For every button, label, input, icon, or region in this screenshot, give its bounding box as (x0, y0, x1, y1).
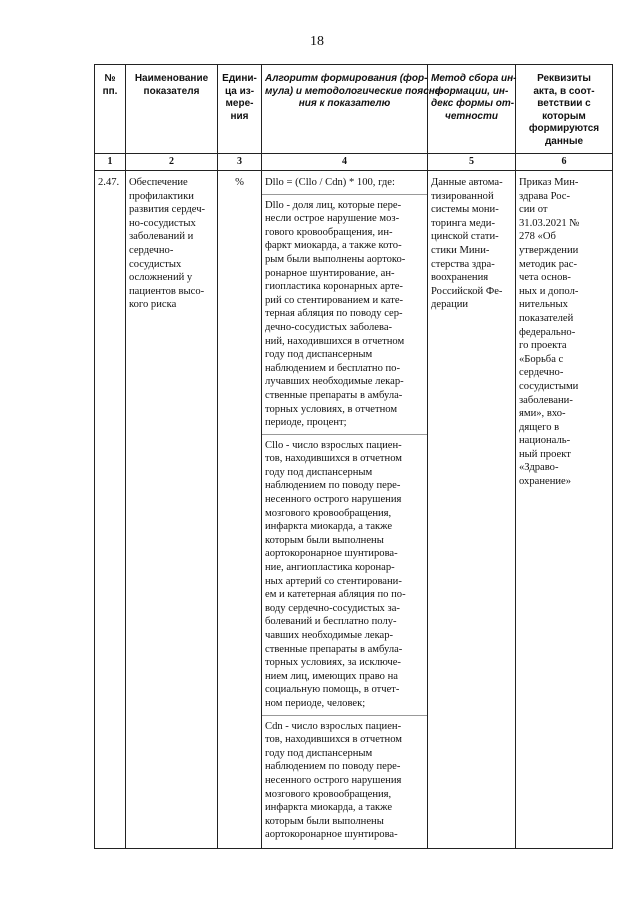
text-line: «Здраво- (519, 462, 559, 474)
column-number: 3 (218, 154, 262, 171)
text-line: фаркт миокарда, а также кото- (265, 240, 402, 252)
text-line: националь- (519, 435, 571, 447)
text-line: федерально- (519, 326, 576, 338)
text-line: ном периоде, человек; (265, 697, 366, 709)
unit-of-measure: % (218, 171, 262, 849)
text-line: гиопластика коронарных арте- (265, 281, 403, 293)
text-line: го проекта (519, 340, 567, 352)
collection-method (428, 171, 516, 849)
column-number-row (95, 154, 613, 171)
text-line: сии от (519, 204, 548, 216)
text-line: данные (544, 135, 584, 147)
text-line: болеваний и бесплатно полу- (265, 616, 397, 628)
text-line: показателя (143, 85, 200, 97)
text-line: рий со стентированием и кате- (265, 294, 404, 306)
text-line: сердечно- (129, 244, 174, 256)
definition-dllo (265, 199, 424, 430)
text-line: дерации (431, 299, 469, 311)
text-line: 278 «Об (519, 231, 556, 243)
definition-cdn (265, 720, 424, 842)
text-line: рым были выполнены аортоко- (265, 253, 406, 265)
text-line: дечно-сосудистых заболева- (265, 321, 393, 333)
text-line: мере- (225, 98, 254, 109)
text-line: ных и допол- (519, 285, 579, 297)
text-line: ний, находившихся в отчетном (265, 335, 405, 347)
text-line: несенного острого нарушения (265, 774, 402, 786)
text-line: несенного острого нарушения (265, 494, 402, 506)
text-line: ных артерий со стентировани- (265, 575, 402, 587)
text-line: профилактики (129, 190, 194, 202)
text-line: здрава Рос- (519, 190, 571, 202)
text-line: 31.03.2021 № (519, 217, 580, 229)
text-line: методик рас- (519, 258, 577, 270)
text-line: аортокоронарное шунтирова- (265, 829, 398, 841)
text-line: «Борьба с (519, 353, 564, 365)
text-line: цинской стати- (431, 231, 499, 243)
text-line: сердечно- (519, 367, 564, 379)
paragraph-divider (262, 434, 427, 435)
text-line: Едини- (222, 73, 257, 84)
text-line: торных условиях, за исключе- (265, 657, 401, 669)
column-number: 6 (516, 154, 613, 171)
text-line: Метод сбора ин- (431, 73, 517, 84)
text-line: торных условиях, в отчетном (265, 403, 398, 415)
row-number: 2.47. (95, 171, 126, 849)
text-line: инфаркта миокарда, а также (265, 521, 393, 533)
text-line: осложнений у (129, 272, 193, 284)
algorithm-cell (262, 171, 428, 849)
text-line: наблюдением и бесплатно по- (265, 362, 401, 374)
text-line: пп. (102, 85, 118, 97)
text-line: охранение» (519, 476, 572, 488)
text-line: ронарное шунтирование, ан- (265, 267, 395, 279)
text-line: тов, находившихся в отчетном (265, 734, 403, 746)
text-line: наблюдением по поводу пере- (265, 761, 401, 773)
text-line: ственные препараты в амбула- (265, 389, 403, 401)
text-line: гового кровообращения, ин- (265, 226, 393, 238)
text-line: акта, в соот- (533, 85, 595, 97)
text-line: которым (542, 110, 586, 122)
header-num (95, 65, 126, 154)
text-line: декс формы от- (431, 98, 515, 109)
header-row (95, 65, 613, 154)
header-requisites (516, 65, 613, 154)
text-line: нительных (519, 299, 568, 311)
text-line: формируются (528, 123, 600, 134)
text-line: мозгового кровообращения, (265, 507, 392, 519)
text-line: терная абляция по поводу сер- (265, 308, 403, 320)
text-line: ственные препараты в амбула- (265, 643, 403, 655)
text-line: дящего в (519, 421, 560, 433)
text-line: показателей (519, 312, 574, 324)
text-line: периоде, процент; (265, 417, 347, 429)
text-line: нием лиц, имеющих право на (265, 670, 398, 682)
text-line: системы мони- (431, 204, 499, 216)
text-line: наблюдением по поводу пере- (265, 480, 401, 492)
paragraph-divider (262, 715, 427, 716)
text-line: Алгоритм формирования (фор- (265, 73, 428, 84)
text-line: аортокоронарное шунтирова- (265, 548, 398, 560)
text-line: № (104, 73, 116, 84)
text-line: утверждении (519, 244, 579, 256)
text-line: лучавших необходимые лекар- (265, 376, 404, 388)
column-number: 1 (95, 154, 126, 171)
text-line: ями», вхо- (519, 408, 566, 420)
header-unit (218, 65, 262, 154)
text-line: но-сосудистых (129, 217, 196, 229)
text-line: заболеваний и (129, 231, 194, 243)
indicator-table (94, 64, 613, 849)
text-line: стики Мини- (431, 244, 490, 256)
text-line: году под диспансерным (265, 466, 373, 478)
text-line: Приказ Мин- (519, 177, 579, 188)
text-line: году под диспансерным (265, 747, 373, 759)
text-line: несли острое нарушение моз- (265, 213, 400, 225)
column-number: 5 (428, 154, 516, 171)
text-line: кого риска (129, 299, 177, 311)
text-line: сосудистых (129, 258, 182, 270)
text-line: воохранения (431, 272, 489, 284)
text-line: тизированной (431, 190, 494, 202)
text-line: Реквизиты (537, 73, 591, 84)
header-algorithm (262, 65, 444, 154)
text-line: тов, находившихся в отчетном (265, 453, 403, 465)
text-line: ный проект (519, 448, 571, 460)
text-line: социальную помощь, в отчет- (265, 684, 400, 696)
text-line: Cllo - число взрослых пациен- (265, 439, 402, 451)
text-line: ние, ангиопластика коронар- (265, 562, 395, 574)
text-line: году под диспансерным (265, 349, 373, 361)
page-number: 18 (310, 34, 324, 49)
text-line: мозгового кровообращения, (265, 788, 392, 800)
text-line: которым были выполнены (265, 815, 384, 827)
text-line: мула) и методологические поясне- (265, 85, 444, 97)
text-line: ем и катетерная абляция по по- (265, 589, 406, 601)
text-line: инфаркта миокарда, а также (265, 802, 393, 814)
text-line: Наименование (134, 73, 209, 84)
column-number: 4 (262, 154, 428, 171)
text-line: Данные автома- (431, 177, 503, 188)
text-line: пациентов высо- (129, 285, 205, 297)
text-line: стерства здра- (431, 258, 495, 270)
text-line: формации, ин- (434, 85, 509, 97)
text-line: Cdn - число взрослых пациен- (265, 720, 402, 732)
text-line: Обеспечение (129, 177, 188, 188)
text-line: ца из- (224, 85, 255, 97)
header-name (126, 65, 218, 154)
column-number: 2 (126, 154, 218, 171)
text-line: Dllo - доля лиц, которые пере- (265, 199, 402, 211)
table-row (95, 171, 613, 849)
text-line: чета основ- (519, 272, 571, 284)
text-line: ветствии с (537, 98, 591, 109)
paragraph-divider (262, 194, 427, 195)
text-line: торинга меди- (431, 217, 495, 229)
indicator-name (126, 171, 218, 849)
text-line: чавших необходимые лекар- (265, 630, 394, 641)
formula: Dllo = (Cllo / Cdn) * 100, где: (265, 177, 395, 188)
text-line: ния (230, 110, 249, 122)
legal-requisites (516, 171, 613, 849)
text-line: воду сердечно-сосудистых за- (265, 602, 400, 614)
text-line: четности (445, 110, 498, 122)
definition-cllo (265, 439, 424, 711)
text-line: сосудистыми (519, 380, 579, 392)
text-line: заболевани- (519, 394, 573, 406)
text-line: развития сердеч- (129, 204, 206, 216)
header-method (428, 65, 516, 154)
text-line: которым были выполнены (265, 534, 384, 546)
text-line: Российской Фе- (431, 285, 503, 297)
text-line: ния к показателю (298, 98, 391, 109)
